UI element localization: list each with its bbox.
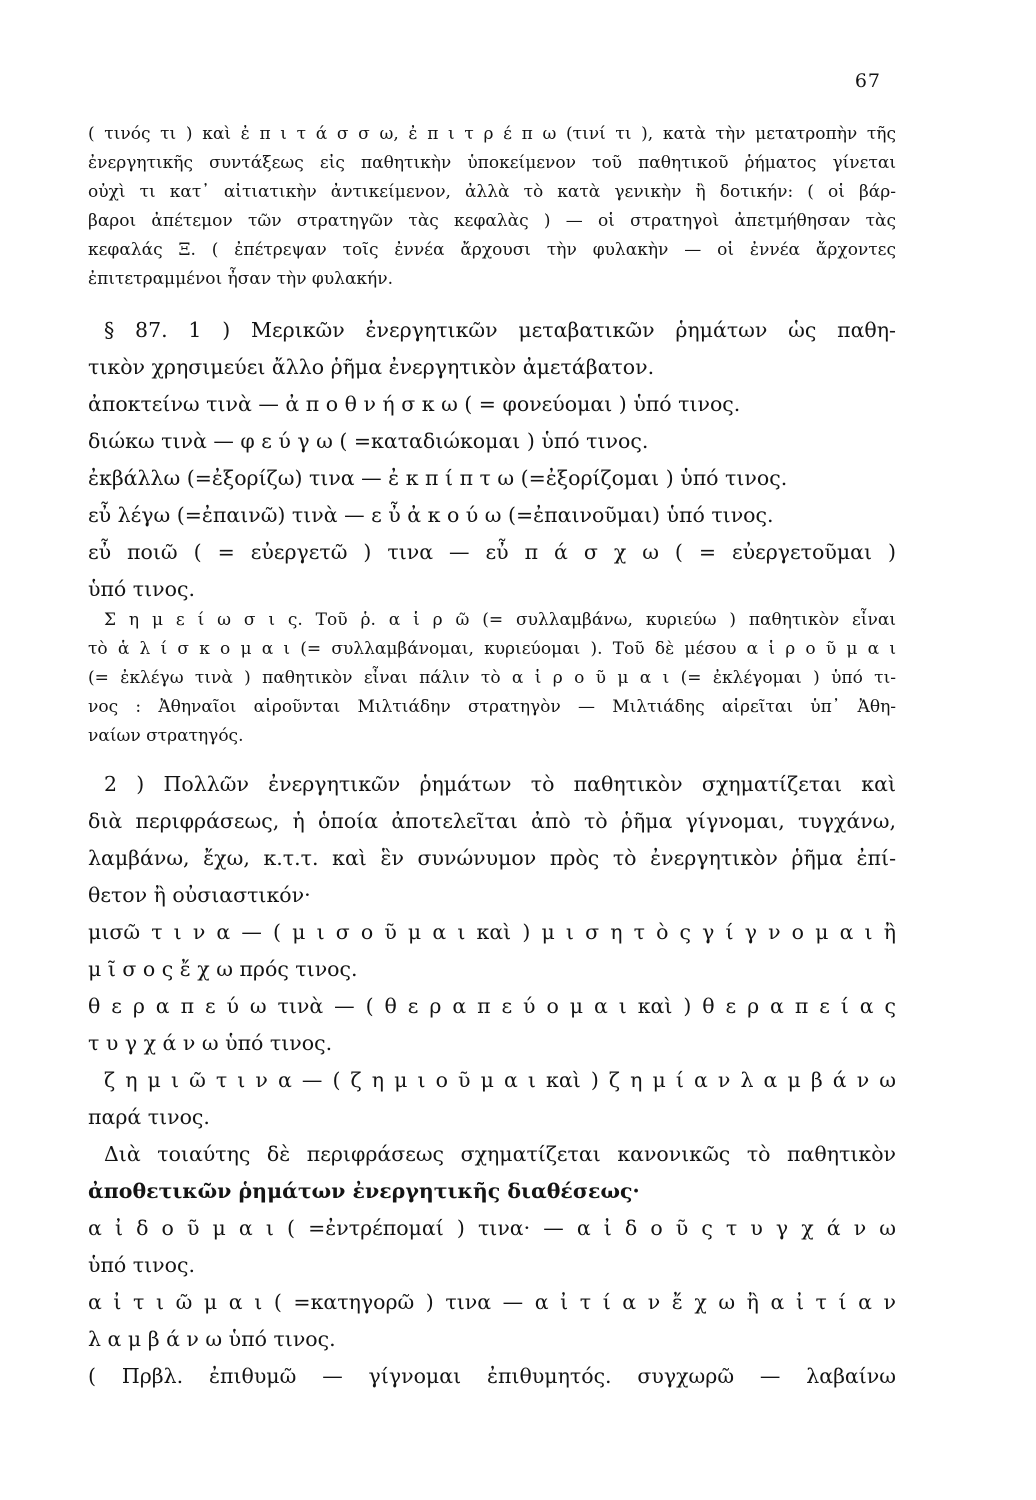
paragraph-line: λαμβάνω, ἔχω, κ.τ.τ. καὶ ἓν συνώνυμον πρὸς τὸ ἐνεργητικὸν ῥῆμα ἐπί-: [88, 846, 896, 870]
example-line: ὑπό τινος.: [88, 577, 195, 601]
remark-line: ναίων στρατηγός.: [88, 726, 244, 746]
paragraph-line: τικὸν χρησιμεύει ἄλλο ῥῆμα ἐνεργητικὸν ἀμετάβατον.: [88, 355, 655, 379]
example-line: ζ η μ ι ῶ τ ι ν α — ( ζ η μ ι ο ῦ μ α ι καὶ ) ζ η μ ί α ν λ α μ β ά ν ω: [104, 1068, 896, 1092]
section-87: [88, 312, 896, 608]
remark-line: (= ἐκλέγω τινὰ ) παθητικὸν εἶναι πάλιν τὸ α ἱ ρ ο ῦ μ α ι (= ἐκλέγομαι ) ὑπό τι-: [88, 668, 896, 688]
remark-block: [88, 606, 896, 751]
example-line: διώκω τινὰ — φ ε ύ γ ω ( =καταδιώκομαι ) ὑπό τινος.: [88, 429, 649, 453]
footnote-block: [88, 120, 896, 294]
example-line: μισῶ τ ι ν α — ( μ ι σ ο ῦ μ α ι καὶ ) μ ι σ η τ ὸ ς γ ί γ ν ο μ α ι ἢ: [88, 920, 896, 944]
note-line: οὐχὶ τι κατ᾽ αἰτιατικὴν ἀντικείμενον, ἀλλὰ τὸ κατὰ γενικὴν ἢ δοτικήν: ( οἱ βάρ-: [88, 182, 896, 202]
paragraph-line: Διὰ τοιαύτης δὲ περιφράσεως σχηματίζεται κανονικῶς τὸ παθητικὸν: [104, 1142, 896, 1166]
example-line: θ ε ρ α π ε ύ ω τινὰ — ( θ ε ρ α π ε ύ ο μ α ι καὶ ) θ ε ρ α π ε ί α ς: [88, 994, 896, 1018]
example-line: μ ῖ σ ο ς ἔ χ ω πρός τινος.: [88, 957, 358, 981]
example-line: α ἰ δ ο ῦ μ α ι ( =ἐντρέπομαί ) τινα· — α ἰ δ ο ῦ ς τ υ γ χ ά ν ω: [88, 1216, 896, 1240]
paragraph-line: ἀποθετικῶν ῥημάτων ἐνεργητικῆς διαθέσεως·: [88, 1179, 640, 1203]
example-line: εὖ λέγω (=ἐπαινῶ) τινὰ — ε ὖ ἀ κ ο ύ ω (=ἐπαινοῦμαι) ὑπό τινος.: [88, 503, 774, 527]
note-line: κεφαλάς Ξ. ( ἐπέτρεψαν τοῖς ἐννέα ἄρχουσι τὴν φυλακὴν — οἱ ἐννέα ἄρχοντες: [88, 240, 896, 260]
remark-line: τὸ ἁ λ ί σ κ ο μ α ι (= συλλαμβάνομαι, κυριεύομαι ). Τοῦ δὲ μέσου α ἱ ρ ο ῦ μ α ι: [88, 639, 896, 659]
example-line: ἐκβάλλω (=ἐξορίζω) τινα — ἐ κ π ί π τ ω (=ἐξορίζομαι ) ὑπό τινος.: [88, 466, 788, 490]
section-heading-line: § 87. 1 ) Μερικῶν ἐνεργητικῶν μεταβατικῶν ῥημάτων ὡς παθη-: [104, 318, 896, 342]
remark-line: Σ η μ ε ί ω σ ι ς. Τοῦ ῥ. α ἱ ρ ῶ (= συλλαμβάνω, κυριεύω ) παθητικὸν εἶναι: [104, 610, 896, 630]
paragraph-line: διὰ περιφράσεως, ἡ ὁποία ἀποτελεῖται ἀπὸ τὸ ῥῆμα γίγνομαι, τυγχάνω,: [88, 809, 896, 833]
remark-line: νος : Ἀθηναῖοι αἱροῦνται Μιλτιάδην στρατηγὸν — Μιλτιάδης αἱρεῖται ὑπ᾽ Ἀθη-: [88, 697, 896, 717]
note-line: ( τινός τι ) καὶ ἐ π ι τ ά σ σ ω, ἐ π ι τ ρ έ π ω (τινί τι ), κατὰ τὴν μετατροπὴν τῆς: [88, 124, 896, 144]
note-line: ἐνεργητικῆς συντάξεως εἰς παθητικὴν ὑποκείμενον τοῦ παθητικοῦ ῥήματος γίνεται: [88, 153, 896, 173]
example-line: τ υ γ χ ά ν ω ὑπό τινος.: [88, 1031, 333, 1055]
example-line: ὑπό τινος.: [88, 1253, 195, 1277]
example-line: ἀποκτείνω τινὰ — ἀ π ο θ ν ή σ κ ω ( = φονεύομαι ) ὑπό τινος.: [88, 392, 741, 416]
page-number: 67: [854, 70, 881, 92]
example-line: παρά τινος.: [88, 1105, 210, 1129]
note-line: βαροι ἀπέτεμον τῶν στρατηγῶν τὰς κεφαλὰς ) — οἱ στρατηγοὶ ἀπετμήθησαν τὰς: [88, 211, 896, 231]
example-line: εὖ ποιῶ ( = εὐεργετῶ ) τινα — εὖ π ά σ χ ω ( = εὐεργετοῦμαι ): [88, 540, 896, 564]
example-line: α ἰ τ ι ῶ μ α ι ( =κατηγορῶ ) τινα — α ἰ τ ί α ν ἔ χ ω ἢ α ἰ τ ί α ν: [88, 1290, 896, 1314]
note-line: ἐπιτετραμμένοι ἦσαν τὴν φυλακήν.: [88, 269, 393, 289]
example-line: λ α μ β ά ν ω ὑπό τινος.: [88, 1327, 336, 1351]
example-line: ( Πρβλ. ἐπιθυμῶ — γίγνομαι ἐπιθυμητός. συγχωρῶ — λαβαίνω: [88, 1364, 896, 1388]
paragraph-line: θετον ἢ οὐσιαστικόν·: [88, 883, 311, 907]
part-2: [88, 766, 896, 1395]
paragraph-line: 2 ) Πολλῶν ἐνεργητικῶν ῥημάτων τὸ παθητικὸν σχηματίζεται καὶ: [104, 772, 896, 796]
